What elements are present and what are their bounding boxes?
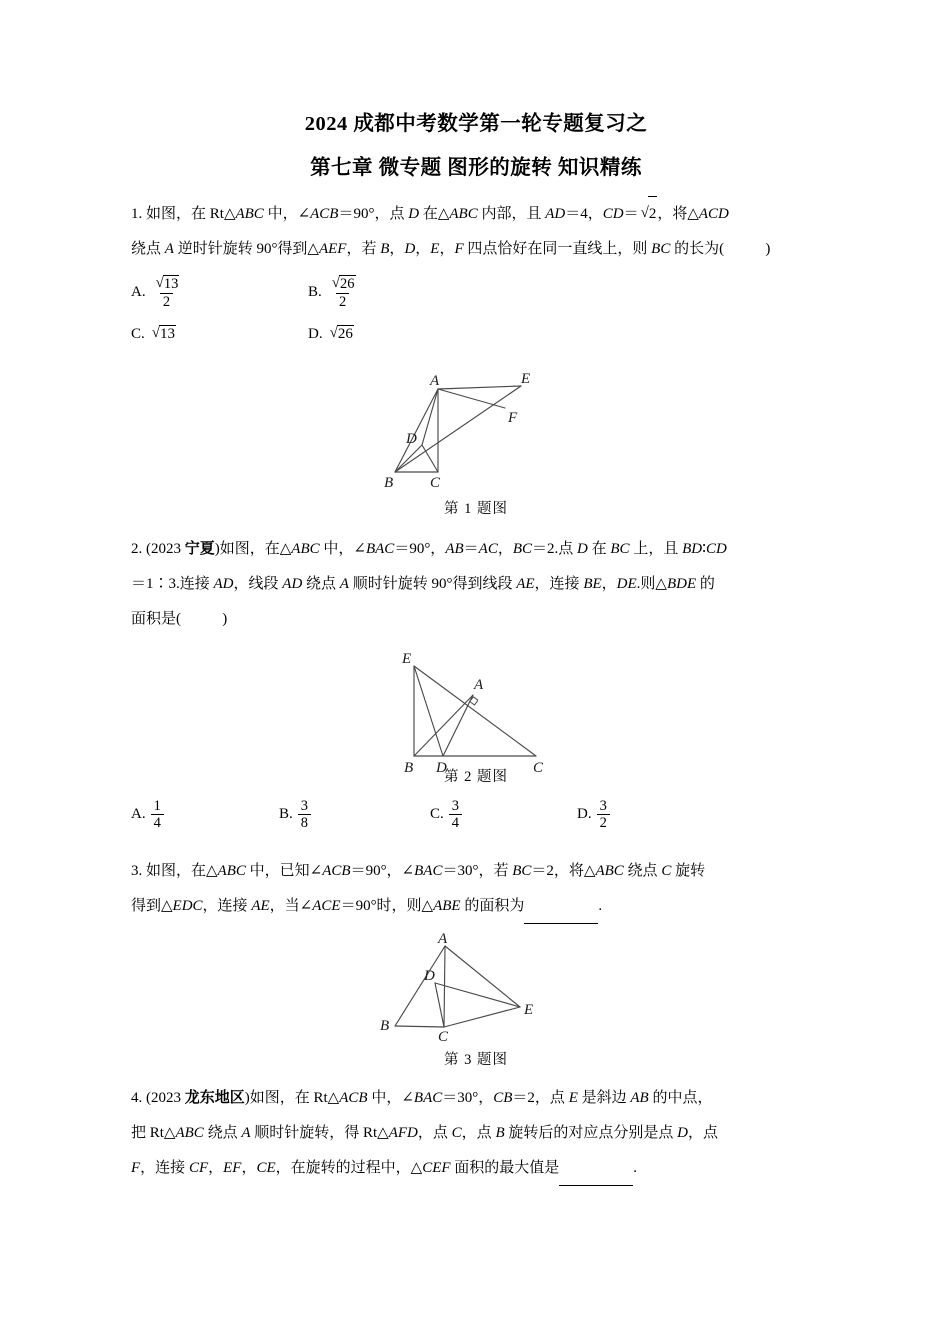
q2-option-a[interactable] bbox=[131, 798, 164, 831]
q4-l1-c: ACB bbox=[339, 1090, 368, 1106]
q4-l2-b: ABC bbox=[175, 1125, 204, 1141]
q2-l2-g: 顺时针旋转 90°得到线段 bbox=[348, 576, 517, 592]
page-content bbox=[131, 0, 821, 1186]
q2-l1-b: )如图，在△ bbox=[214, 541, 292, 557]
option-a-label: A. bbox=[131, 284, 146, 301]
q2-answer-gap[interactable] bbox=[181, 611, 222, 627]
q2-l1-p: 上，且 bbox=[629, 541, 683, 557]
q4-l2-h: C bbox=[451, 1125, 462, 1141]
q4-l1-k: AB bbox=[630, 1090, 649, 1106]
q1-seg-i: 内部，且 bbox=[477, 206, 546, 222]
q2-option-b[interactable] bbox=[279, 798, 311, 831]
q2-option-b-numerator: 3 bbox=[300, 798, 309, 814]
q3-l2-g: ＝90°时，则△ bbox=[340, 898, 434, 914]
figure-1-label-A: A bbox=[430, 373, 440, 389]
q1-l2-g: ， bbox=[389, 241, 405, 257]
q4-l3-h: ，在旋转的过程中，△ bbox=[275, 1160, 423, 1176]
q2-l2-e: 绕点 bbox=[302, 576, 340, 592]
figure-1-label-E: E bbox=[521, 371, 531, 387]
figure-2-label-A: A bbox=[474, 677, 484, 693]
q3-l2-b: EDC bbox=[172, 898, 203, 914]
title-line-1: 2024 成都中考数学第一轮专题复习之 bbox=[304, 113, 648, 135]
figure-3-label-B: B bbox=[380, 1018, 390, 1034]
q1-l2-d: AEF bbox=[318, 241, 347, 257]
q3-l1-d: ACB bbox=[322, 863, 351, 879]
q3-answer-blank[interactable] bbox=[524, 910, 598, 924]
q2-l1-o: BC bbox=[610, 541, 630, 557]
segment-AD bbox=[422, 389, 438, 445]
q3-l2-d: AE bbox=[251, 898, 270, 914]
figure-2-caption: 第 2 题图 bbox=[444, 769, 508, 785]
figure-1-label-F: F bbox=[508, 410, 518, 426]
figure-3-label-A: A bbox=[438, 931, 448, 947]
q4-l1-e: BAC bbox=[413, 1090, 443, 1106]
q1-l2-p: ) bbox=[765, 241, 771, 257]
q2-l1-f: ＝90°， bbox=[394, 541, 446, 557]
figure-3-caption: 第 3 题图 bbox=[444, 1052, 508, 1068]
q2-l1-i: AC bbox=[478, 541, 498, 557]
q4-l3-j: 面积的最大值是 bbox=[450, 1160, 560, 1176]
q2-option-a-label: A. bbox=[131, 806, 146, 823]
q4-l2-k: 旋转后的对应点分别是点 bbox=[504, 1125, 678, 1141]
figure-2-label-C: C bbox=[533, 760, 544, 776]
q4-l1-a: 4. (2023 bbox=[131, 1090, 185, 1106]
option-a-fraction bbox=[151, 275, 183, 310]
q3-l2-f: ACE bbox=[312, 898, 341, 914]
q4-l1-j: 是斜边 bbox=[577, 1090, 631, 1106]
q2-l2-i: ，连接 bbox=[534, 576, 584, 592]
q1-l2-f: B bbox=[380, 241, 390, 257]
q2-l1-k: BC bbox=[512, 541, 533, 557]
q4-l3-i: CEF bbox=[422, 1160, 451, 1176]
segment-AE bbox=[445, 946, 520, 1007]
q1-seg-g: 在△ bbox=[419, 206, 450, 222]
q2-option-b-label: B. bbox=[279, 806, 293, 823]
question-2-text bbox=[131, 532, 821, 637]
q1-l2-c: 逆时针旋转 90°得到△ bbox=[173, 241, 319, 257]
q1-l2-l: F bbox=[454, 241, 464, 257]
q3-l1-f: BAC bbox=[414, 863, 443, 879]
q2-l2-f: A bbox=[339, 576, 349, 592]
segment-BA bbox=[414, 695, 473, 756]
q1-seg-j: AD bbox=[545, 206, 566, 222]
q1-l2-e: ，若 bbox=[346, 241, 381, 257]
q1-seg-m: ＝ bbox=[623, 206, 639, 222]
q4-l3-d: ， bbox=[208, 1160, 224, 1176]
q1-answer-gap[interactable] bbox=[724, 241, 765, 257]
figure-2 bbox=[131, 651, 821, 786]
q2-option-c-numerator: 3 bbox=[451, 798, 460, 814]
q1-l2-j: E bbox=[430, 241, 440, 257]
radical-sign-icon: √ bbox=[155, 275, 164, 291]
q2-option-a-denominator: 4 bbox=[151, 814, 164, 831]
option-c-value bbox=[150, 325, 176, 343]
option-a-denominator: 2 bbox=[160, 293, 173, 310]
q2-l3-a: 面积是( bbox=[131, 611, 181, 627]
q1-seg-l: CD bbox=[602, 206, 624, 222]
q4-l1-l: 的中点， bbox=[648, 1090, 713, 1106]
q2-option-c[interactable] bbox=[430, 798, 462, 831]
q1-seg-k: ＝4， bbox=[565, 206, 603, 222]
option-a-radicand: 13 bbox=[163, 276, 179, 292]
option-b-label: B. bbox=[308, 284, 322, 301]
q4-l1-f: ＝30°， bbox=[442, 1090, 494, 1106]
q2-l1-s: CD bbox=[705, 541, 727, 557]
option-c-label: C. bbox=[131, 325, 145, 342]
q4-l2-i: ，点 bbox=[461, 1125, 496, 1141]
q2-l2-h: AE bbox=[516, 576, 535, 592]
segment-DE bbox=[435, 983, 520, 1007]
q2-l1-e: BAC bbox=[365, 541, 395, 557]
sqrt-2-inline bbox=[639, 196, 658, 232]
q3-l1-l: C bbox=[661, 863, 672, 879]
option-b[interactable] bbox=[308, 275, 359, 310]
q4-l2-l: D bbox=[677, 1125, 688, 1141]
q2-l1-d: 中，∠ bbox=[319, 541, 366, 557]
q4-l3-g: CE bbox=[256, 1160, 276, 1176]
q1-l2-m: 四点恰好在同一直线上，则 bbox=[463, 241, 652, 257]
segment-BC bbox=[395, 1026, 444, 1027]
q1-l2-k: ， bbox=[439, 241, 455, 257]
q2-l2-b: AD bbox=[213, 576, 234, 592]
option-c-radicand: 13 bbox=[160, 326, 175, 342]
q2-option-c-fraction bbox=[449, 798, 462, 831]
q4-l3-k: . bbox=[633, 1160, 638, 1176]
segment-AC bbox=[444, 946, 445, 1027]
q2-option-d-label: D. bbox=[577, 806, 592, 823]
q1-l2-i: ， bbox=[415, 241, 431, 257]
q3-l1-i: ＝2，将△ bbox=[531, 863, 596, 879]
figure-1-label-D: D bbox=[406, 431, 417, 447]
segment-AF bbox=[438, 389, 505, 408]
figure-1 bbox=[131, 371, 821, 518]
option-b-radicand: 26 bbox=[340, 276, 355, 292]
figure-2-diagram bbox=[366, 651, 586, 776]
segment-BD bbox=[395, 445, 422, 472]
q4-l1-h: ＝2，点 bbox=[512, 1090, 569, 1106]
q1-seg-h: ABC bbox=[449, 206, 478, 222]
q1-l2-o: 的长为( bbox=[670, 241, 725, 257]
figure-2-label-D: D bbox=[436, 760, 447, 776]
q2-option-c-denominator: 4 bbox=[449, 814, 462, 831]
q4-l2-c: 绕点 bbox=[203, 1125, 242, 1141]
option-b-denominator: 2 bbox=[336, 293, 349, 310]
q1-seg-b: △ABC bbox=[223, 206, 264, 222]
figure-3 bbox=[131, 931, 821, 1069]
q4-l2-a: 把 Rt△ bbox=[131, 1125, 176, 1141]
option-d[interactable] bbox=[308, 325, 354, 343]
q4-l2-j: B bbox=[495, 1125, 505, 1141]
figure-3-diagram bbox=[366, 931, 586, 1045]
q4-l3-c: CF bbox=[188, 1160, 209, 1176]
q2-l1-r: ∶ bbox=[702, 541, 706, 557]
figure-3-label-E: E bbox=[524, 1002, 534, 1018]
radical-sign-icon: √ bbox=[331, 275, 340, 291]
q2-l2-k: ， bbox=[601, 576, 617, 592]
segment-CE bbox=[444, 1007, 520, 1027]
figure-1-diagram bbox=[366, 371, 586, 489]
q4-l1-g: CB bbox=[493, 1090, 513, 1106]
option-d-value bbox=[328, 325, 354, 343]
option-c[interactable] bbox=[131, 325, 176, 343]
figure-3-label-C: C bbox=[438, 1029, 449, 1045]
q1-l2-a: 绕点 bbox=[131, 241, 165, 257]
q2-option-a-fraction bbox=[151, 798, 164, 831]
q1-l2-b: A bbox=[164, 241, 174, 257]
q4-l2-m: ，点 bbox=[687, 1125, 718, 1141]
segment-ED bbox=[414, 666, 443, 756]
question-1-options bbox=[131, 275, 821, 359]
segment-DC bbox=[422, 445, 438, 472]
question-4-text bbox=[131, 1081, 821, 1186]
q1-seg-o: ACD bbox=[698, 206, 729, 222]
q4-l2-e: 顺时针旋转，得 Rt△ bbox=[250, 1125, 389, 1141]
q4-l3-a: F bbox=[131, 1160, 141, 1176]
radical-sign-icon: √ bbox=[151, 325, 160, 341]
segment-AB bbox=[395, 946, 445, 1026]
q4-answer-blank[interactable] bbox=[559, 1172, 633, 1186]
q2-option-d-fraction bbox=[597, 798, 610, 831]
question-3-text bbox=[131, 854, 821, 924]
radical-sign-icon: √ bbox=[640, 205, 649, 221]
q4-l2-g: ，点 bbox=[417, 1125, 452, 1141]
q2-source: 宁夏 bbox=[184, 541, 215, 557]
q2-l2-j: BE bbox=[583, 576, 602, 592]
q2-option-b-fraction bbox=[298, 798, 311, 831]
q2-l1-l: ＝2.点 bbox=[532, 541, 578, 557]
q2-l1-c: ABC bbox=[291, 541, 320, 557]
q4-source: 龙东地区 bbox=[184, 1090, 245, 1106]
line-BDFE bbox=[395, 386, 521, 472]
option-b-numerator bbox=[327, 275, 359, 293]
figure-1-label-C: C bbox=[430, 475, 441, 491]
q3-l2-h: ABE bbox=[433, 898, 461, 914]
q3-l1-a: 3. 如图，在△ bbox=[131, 863, 218, 879]
q2-l1-j: ， bbox=[497, 541, 513, 557]
option-b-fraction bbox=[327, 275, 359, 310]
q3-l1-g: ＝30°，若 bbox=[442, 863, 513, 879]
q2-option-c-label: C. bbox=[430, 806, 444, 823]
q4-l2-d: A bbox=[241, 1125, 251, 1141]
q1-seg-d: ACB bbox=[310, 206, 339, 222]
q4-l2-f: AFD bbox=[388, 1125, 418, 1141]
radicand: 2 bbox=[648, 196, 658, 232]
q2-l1-a: 2. (2023 bbox=[131, 541, 185, 557]
q2-l1-n: 在 bbox=[587, 541, 611, 557]
q1-seg-f: D bbox=[408, 206, 420, 222]
q3-l1-h: BC bbox=[512, 863, 532, 879]
q3-l2-a: 得到△ bbox=[131, 898, 173, 914]
q3-l1-e: ＝90°，∠ bbox=[350, 863, 415, 879]
q3-l1-k: 绕点 bbox=[623, 863, 662, 879]
q4-l1-i: E bbox=[568, 1090, 578, 1106]
q2-option-d[interactable] bbox=[577, 798, 610, 831]
question-1-text bbox=[131, 196, 821, 267]
q2-l2-m: .则△ bbox=[636, 576, 667, 592]
q3-l2-c: ，连接 bbox=[202, 898, 252, 914]
q3-l2-j: . bbox=[598, 898, 603, 914]
q1-seg-n: ，将△ bbox=[657, 206, 699, 222]
q1-l2-h: D bbox=[404, 241, 416, 257]
q3-l2-i: 的面积为 bbox=[460, 898, 525, 914]
q4-l3-e: EF bbox=[223, 1160, 242, 1176]
q3-l1-b: ABC bbox=[217, 863, 246, 879]
q2-option-d-denominator: 2 bbox=[597, 814, 610, 831]
figure-1-label-B: B bbox=[384, 475, 394, 491]
figure-3-label-D: D bbox=[424, 968, 435, 984]
document-title-block bbox=[131, 0, 821, 178]
q2-l2-c: ，线段 bbox=[233, 576, 283, 592]
q1-seg-a: 1. 如图，在 Rt bbox=[131, 206, 224, 222]
q3-l1-c: 中，已知∠ bbox=[245, 863, 323, 879]
q2-option-d-numerator: 3 bbox=[599, 798, 607, 814]
q4-l1-d: 中，∠ bbox=[367, 1090, 414, 1106]
figure-2-label-E: E bbox=[402, 651, 412, 667]
q2-l2-l: DE bbox=[616, 576, 637, 592]
q2-l2-n: BDE bbox=[666, 576, 697, 592]
q1-l2-n: BC bbox=[651, 241, 671, 257]
q2-option-b-denominator: 8 bbox=[298, 814, 311, 831]
q3-l2-e: ，当∠ bbox=[269, 898, 313, 914]
q1-seg-e: ＝90°，点 bbox=[338, 206, 409, 222]
q2-l1-m: D bbox=[577, 541, 588, 557]
option-d-radicand: 26 bbox=[337, 326, 353, 342]
q1-seg-c: 中，∠ bbox=[263, 206, 311, 222]
q2-l1-g: AB bbox=[445, 541, 464, 557]
q2-l2-a: ＝1∶3.连接 bbox=[131, 576, 214, 592]
segment-DC bbox=[435, 983, 444, 1027]
figure-1-caption: 第 1 题图 bbox=[444, 501, 508, 517]
q4-l3-f: ， bbox=[241, 1160, 257, 1176]
radical-sign-icon: √ bbox=[329, 325, 338, 341]
figure-2-label-B: B bbox=[404, 760, 414, 776]
option-d-label: D. bbox=[308, 325, 323, 342]
option-a[interactable] bbox=[131, 275, 182, 310]
q2-l3-b: ) bbox=[222, 611, 228, 627]
segment-AE bbox=[438, 386, 521, 389]
question-2-options bbox=[131, 798, 821, 842]
q2-l1-h: ＝ bbox=[463, 541, 479, 557]
q2-l2-d: AD bbox=[282, 576, 303, 592]
q3-l1-m: 旋转 bbox=[671, 863, 706, 879]
q3-l1-j: ABC bbox=[595, 863, 624, 879]
segment-DA bbox=[443, 695, 473, 756]
q2-option-a-numerator: 1 bbox=[153, 798, 161, 814]
option-a-numerator bbox=[151, 275, 183, 293]
q2-l2-o: 的 bbox=[696, 576, 715, 592]
q4-l3-b: ，连接 bbox=[140, 1160, 189, 1176]
q2-l1-q: BD bbox=[682, 541, 703, 557]
q4-l1-b: )如图，在 Rt△ bbox=[244, 1090, 340, 1106]
title-line-2: 第七章 微专题 图形的旋转 知识精练 bbox=[310, 156, 642, 179]
